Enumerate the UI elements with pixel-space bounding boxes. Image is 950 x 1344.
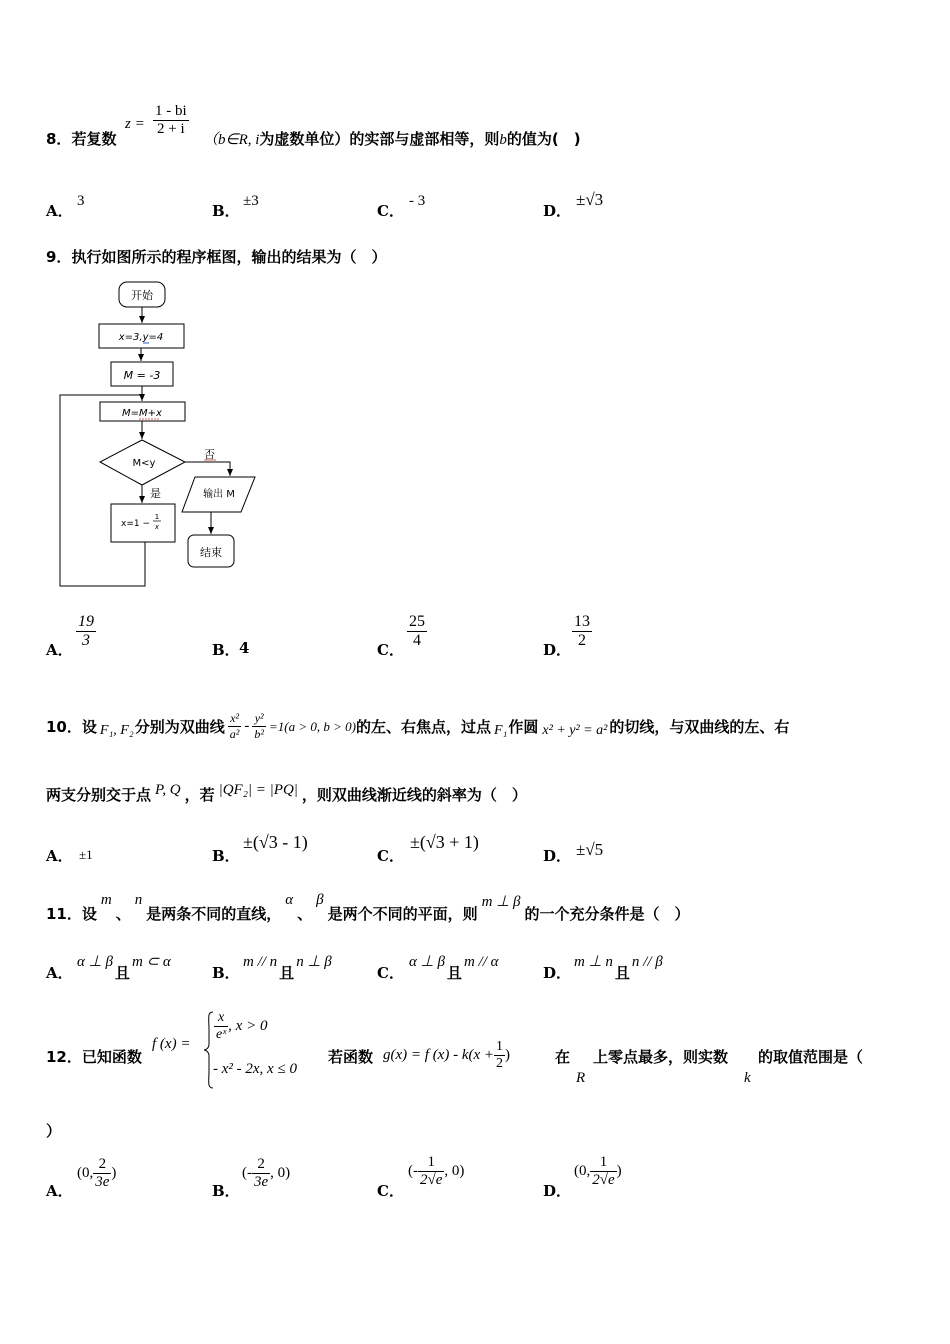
q10-stem-line2: [46, 776, 527, 805]
q10-option-d-label[interactable]: D．: [543, 847, 572, 865]
q10-text1: 设: [81, 718, 97, 736]
q12-text4: 上零点最多，则实数: [593, 1048, 729, 1066]
q8-text: 若复数: [71, 130, 117, 148]
q10-foci: F₁, F₂: [99, 722, 134, 738]
q11-option-b-label[interactable]: B．: [212, 964, 240, 982]
q12-c-post: , 0): [444, 1163, 465, 1179]
q11-d-part1: m ⊥ n: [574, 954, 613, 970]
q8-option-a-label[interactable]: A．: [46, 202, 73, 220]
q10-text2: 分别为双曲线: [134, 718, 225, 736]
q11-b-and: 且: [279, 964, 295, 982]
q11-b-part1: m // n: [243, 954, 278, 970]
q11-b-part2: n ⊥ β: [296, 954, 332, 970]
q12-a-den: 3e: [95, 1174, 110, 1190]
q12-b-frac: [252, 1156, 270, 1191]
q8-stem-rest: [203, 128, 581, 149]
q11-text1: 设: [81, 905, 97, 923]
q11-beta: β: [316, 892, 324, 908]
q10-number: 10．: [46, 718, 82, 736]
flow-output-text: 输出 M: [203, 489, 235, 500]
q8-option-c-value: - 3: [409, 193, 426, 209]
q11-number: 11．: [46, 905, 82, 923]
q10-pq: P, Q: [155, 782, 181, 798]
flow-end-text: 结束: [200, 546, 222, 559]
q9-flowchart: [55, 278, 265, 593]
q10-line2-text2: ，若: [184, 786, 215, 804]
q8-condition: （b∈R, i: [203, 132, 260, 148]
q12-d-frac: [590, 1154, 616, 1189]
q10-option-d-value: ±√5: [576, 840, 604, 859]
q12-close: ）: [46, 1122, 62, 1140]
q10-hyp-y: [252, 711, 266, 742]
q9-c-num: 25: [409, 613, 425, 630]
q8-number: 8．: [46, 130, 72, 148]
q12-option-c-value: [408, 1154, 464, 1189]
q9-a-den: 3: [82, 632, 90, 649]
q12-a-pre: (0,: [77, 1165, 94, 1181]
q11-n: n: [134, 892, 143, 908]
q12-a-post: ): [111, 1165, 117, 1181]
q12-a-frac: [93, 1156, 111, 1191]
q12-option-d-value: [574, 1154, 622, 1189]
q8-stem: [46, 128, 116, 149]
q12-number: 12．: [46, 1048, 82, 1066]
q12-g: [383, 1039, 510, 1072]
q12-text1: 已知函数: [81, 1048, 142, 1066]
q9-a-num: 19: [78, 613, 94, 630]
q11-text3: 是两个不同的平面，则: [327, 905, 478, 923]
q12-text3: 在: [555, 1048, 571, 1066]
q12-d-den: 2√e: [592, 1172, 615, 1188]
q12-g-frac: [494, 1039, 505, 1072]
q10-circle: x² + y² = a²: [542, 722, 608, 738]
q8-text3: 的值为( ): [506, 130, 581, 148]
q12-case1-den: eˣ: [216, 1027, 227, 1042]
q11-c-part2: m // α: [463, 954, 499, 970]
q10-option-c-value: ±(√3 + 1): [410, 832, 479, 852]
q9-text: 执行如图所示的程序框图，输出的结果为（ ）: [71, 248, 387, 266]
flow-assign-num: 1: [154, 513, 160, 521]
q12-case2: - x² - 2x, x ≤ 0: [213, 1061, 297, 1077]
flow-initm-text: M = -3: [123, 369, 161, 382]
q8-text2: 为虚数单位）的实部与虚部相等，则: [259, 130, 500, 148]
q11-option-c-value: [409, 950, 499, 982]
q9-option-b-label[interactable]: B．: [212, 641, 240, 659]
q8-z: z =: [125, 116, 145, 132]
q9-d-den: 2: [578, 632, 586, 649]
q9-option-c-label[interactable]: C．: [377, 641, 404, 659]
q8-option-b-value: ±3: [243, 193, 259, 209]
q11-option-b-value: [243, 950, 332, 982]
q9-stem: [46, 246, 386, 267]
q12-case1: [214, 1010, 267, 1043]
q10-option-a-label[interactable]: A．: [46, 847, 73, 865]
q12-option-d-label[interactable]: D．: [543, 1182, 572, 1200]
q8-option-d-value: ±√3: [576, 190, 604, 209]
q11-a-part1: α ⊥ β: [77, 954, 113, 970]
q12-c-num: 1: [418, 1154, 444, 1172]
q11-option-d-value: [574, 950, 663, 982]
flow-loop-line: [60, 395, 145, 586]
q10-option-a-value: ±1: [79, 847, 93, 862]
q10-f1: F₁: [493, 722, 508, 738]
q12-d-pre: (0,: [574, 1163, 591, 1179]
q11-sep2: 、: [297, 905, 313, 923]
q9-number: 9．: [46, 248, 72, 266]
q9-option-d-label[interactable]: D．: [543, 641, 572, 659]
q12-fx: f (x) =: [152, 1036, 191, 1052]
q12-option-b-value: [242, 1156, 290, 1191]
q8-option-c-label[interactable]: C．: [377, 202, 404, 220]
q12-R: R: [576, 1070, 586, 1086]
flow-arrow: [185, 462, 230, 476]
q10-stem-line1: [46, 711, 789, 742]
q12-option-b-label[interactable]: B．: [212, 1182, 240, 1200]
q11-m: m: [100, 892, 112, 908]
q12-option-a-label[interactable]: A．: [46, 1182, 73, 1200]
q12-c-den: 2√e: [420, 1172, 443, 1188]
q12-g-den: 2: [496, 1056, 504, 1071]
q12-text5: 的取值范围是（: [758, 1048, 864, 1066]
q12-g-num: 1: [496, 1039, 504, 1054]
q10-condition: |QF₂| = |PQ|: [218, 782, 298, 798]
q10-line2-text1: 两支分别交于点: [46, 786, 152, 804]
q8-option-a-value: 3: [77, 193, 85, 209]
q11-stem: [46, 892, 690, 924]
q9-option-b-value: 4: [239, 639, 250, 657]
q10-hyp-x: [228, 711, 242, 742]
q12-text2: 若函数: [328, 1048, 374, 1066]
q8-option-d-label[interactable]: D．: [543, 202, 572, 220]
q12-case1-cond: , x > 0: [228, 1018, 268, 1034]
q11-d-and: 且: [614, 964, 630, 982]
q10-text3: 的左、右焦点，过点: [355, 718, 491, 736]
q8-frac-den: 2 + i: [157, 121, 185, 137]
q8-var-b: b: [499, 132, 507, 148]
q10-option-b-value: ±(√3 - 1): [243, 832, 308, 852]
q10-minus: -: [244, 718, 250, 734]
q11-a-part2: m ⊂ α: [131, 954, 171, 970]
q12-g-pre: g(x) = f (x) - k(x +: [383, 1047, 495, 1063]
q11-text2: 是两条不同的直线，: [146, 905, 282, 923]
flow-update-text: M=M+x: [122, 408, 162, 419]
q9-c-den: 4: [413, 632, 421, 649]
q12-c-frac: [418, 1154, 444, 1189]
flow-assign-den: x: [154, 523, 160, 531]
q10-line2-text3: ，则双曲线渐近线的斜率为（ ）: [301, 786, 527, 804]
q12-b-den: 3e: [254, 1174, 269, 1190]
q9-option-c-value: [407, 613, 427, 650]
q11-c-part1: α ⊥ β: [409, 954, 445, 970]
q10-option-b-label[interactable]: B．: [212, 847, 240, 865]
q10-hyp-y-den: b²: [254, 727, 264, 741]
q10-text4: 作圆: [508, 718, 539, 736]
q10-text5: 的切线，与双曲线的左、右: [609, 718, 790, 736]
q12-c-pre: (-: [408, 1163, 418, 1179]
q11-alpha: α: [285, 892, 294, 908]
q9-option-a-label[interactable]: A．: [46, 641, 73, 659]
q12-d-post: ): [616, 1163, 622, 1179]
q11-option-c-label[interactable]: C．: [377, 964, 404, 982]
q11-option-a-label[interactable]: A．: [46, 964, 73, 982]
q11-text4: 的一个充分条件是（ ）: [524, 905, 690, 923]
q11-sep1: 、: [115, 905, 131, 923]
flow-init-text: x=3,y=4: [118, 332, 164, 343]
q11-d-part2: n // β: [631, 954, 663, 970]
flow-decision-text: M<y: [132, 458, 156, 469]
q12-option-a-value: [77, 1156, 116, 1191]
q10-option-c-label[interactable]: C．: [377, 847, 404, 865]
flow-assign-text: x=1 −: [121, 519, 150, 529]
q11-target: m ⊥ β: [481, 894, 521, 910]
q12-d-num: 1: [590, 1154, 616, 1172]
q11-c-and: 且: [446, 964, 462, 982]
q10-hyp-y-num: y²: [252, 711, 266, 727]
q12-b-pre: (-: [242, 1165, 252, 1181]
q12-option-c-label[interactable]: C．: [377, 1182, 404, 1200]
q10-hyp-x-num: x²: [228, 711, 242, 727]
q8-fraction: [153, 103, 189, 138]
q12-b-post: , 0): [270, 1165, 291, 1181]
q11-option-a-value: [77, 950, 171, 982]
q11-option-d-label[interactable]: D．: [543, 964, 572, 982]
q9-d-num: 13: [574, 613, 590, 630]
q8-frac-num: 1 - bi: [155, 103, 187, 119]
q12-b-num: 2: [252, 1156, 270, 1174]
q10-hyp-rest: =1(a > 0, b > 0): [268, 718, 356, 734]
q8-option-b-label[interactable]: B．: [212, 202, 240, 220]
q12-a-num: 2: [93, 1156, 111, 1174]
q9-option-d-value: [572, 613, 592, 650]
q12-g-post: ): [505, 1047, 511, 1063]
flow-start-text: 开始: [131, 289, 153, 302]
flow-yes-label: 是: [150, 487, 161, 500]
q9-option-a-value: [76, 613, 96, 650]
q12-case1-frac: [214, 1010, 228, 1043]
q12-k: k: [744, 1070, 751, 1086]
q12-stem-start: [46, 1046, 142, 1067]
q10-hyp-x-den: a²: [229, 727, 240, 741]
flow-no-label: 否: [204, 448, 215, 461]
q12-case1-num: x: [214, 1010, 228, 1027]
q11-a-and: 且: [114, 964, 130, 982]
